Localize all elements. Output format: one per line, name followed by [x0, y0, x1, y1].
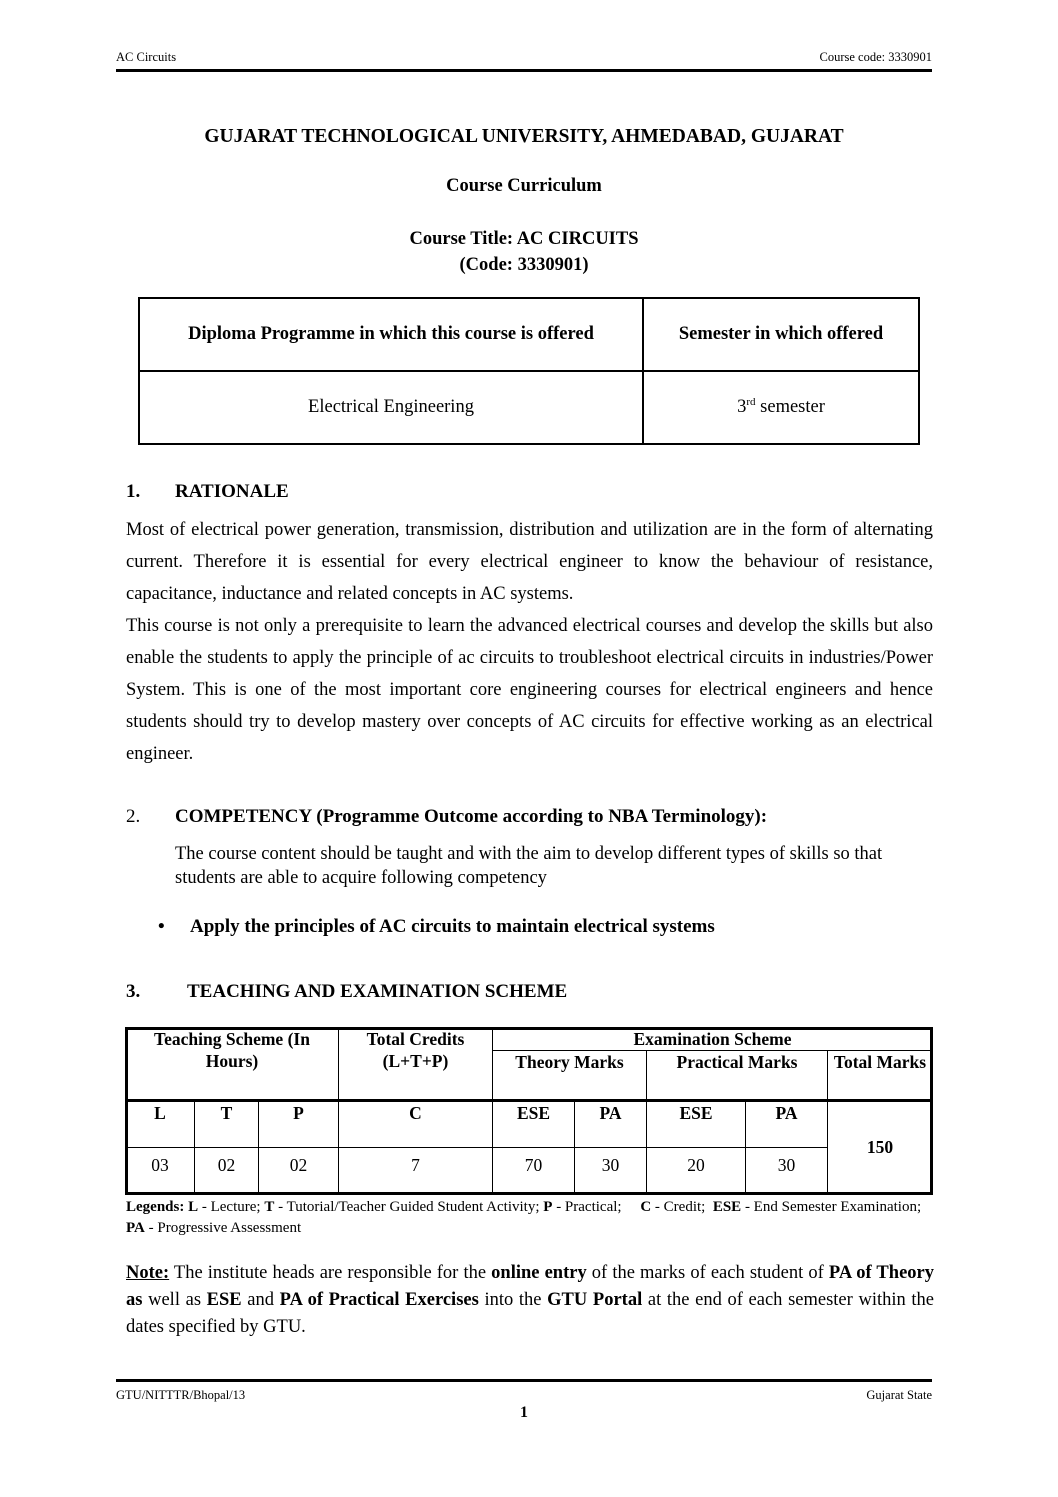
col-theory-pa: PA: [575, 1101, 647, 1148]
credits-header: Total Credits (L+T+P): [339, 1028, 493, 1101]
section-rationale-heading: 1. RATIONALE: [126, 481, 289, 502]
col-c: C: [339, 1101, 493, 1148]
legend: Legends: L - Lecture; T - Tutorial/Teacher Guided Student Activity; P - Practical; C - Credit; ESE - End Semester Examination; PA - Progressive Assessment: [126, 1199, 922, 1236]
rationale-paragraph-1: Most of electrical power generation, transmission, distribution and utilization are in the form of alternating current. Therefore it is essential for every electrical engineer to know the behaviour of resistance, capacitance, inductance and related concepts in AC systems.: [126, 520, 933, 604]
section-scheme-heading: 3. TEACHING AND EXAMINATION SCHEME: [126, 981, 568, 1002]
rationale-paragraph-2: This course is not only a prerequisite to learn the advanced electrical courses and develop the skills but also enable the students to apply the principle of ac circuits to troubleshoot electrical circuits in industries/Power System. This is one of the most important core engineering courses for electrical engineers and hence students should try to develop mastery over concepts of AC circuits for effective working as an electrical engineer.: [126, 616, 933, 764]
header-left: AC Circuits: [116, 50, 177, 64]
value-practical-pa: 30: [746, 1148, 828, 1193]
bullet-icon: •: [158, 916, 165, 937]
note-label: Note:: [126, 1263, 170, 1283]
semester-value: 3rd semester: [643, 371, 919, 444]
teaching-scheme-header: Teaching Scheme (In Hours): [126, 1028, 339, 1101]
footer-right: Gujarat State: [866, 1388, 932, 1402]
page-number: 1: [520, 1404, 528, 1421]
value-c: 7: [339, 1148, 493, 1193]
col-practical-pa: PA: [746, 1101, 828, 1148]
theory-marks-header: Theory Marks: [493, 1051, 647, 1101]
course-title: Course Title: AC CIRCUITS: [409, 229, 639, 249]
value-l: 03: [126, 1148, 195, 1193]
header-right: Course code: 3330901: [819, 50, 932, 64]
value-p: 02: [259, 1148, 339, 1193]
col-practical-ese: ESE: [647, 1101, 746, 1148]
curriculum-subtitle: Course Curriculum: [446, 176, 602, 196]
rationale-body: [126, 514, 933, 770]
total-marks-header: Total Marks: [828, 1051, 933, 1101]
practical-marks-header: Practical Marks: [647, 1051, 828, 1101]
footer-left: GTU/NITTTR/Bhopal/13: [116, 1388, 246, 1402]
programme-header: Diploma Programme in which this course is offered: [139, 298, 643, 371]
col-p: P: [259, 1101, 339, 1148]
programme-value: Electrical Engineering: [139, 371, 643, 444]
value-practical-ese: 20: [647, 1148, 746, 1193]
col-theory-ese: ESE: [493, 1101, 575, 1148]
exam-scheme-header: Examination Scheme: [493, 1028, 933, 1051]
course-code: (Code: 3330901): [459, 255, 589, 275]
value-theory-ese: 70: [493, 1148, 575, 1193]
programme-table: [138, 297, 920, 445]
total-marks-value: 150: [828, 1101, 933, 1193]
value-t: 02: [195, 1148, 259, 1193]
course-title-block: [116, 226, 932, 278]
competency-text: The course content should be taught and with the aim to develop different types of skills so that students are able to acquire following competency: [175, 844, 883, 888]
col-l: L: [126, 1101, 195, 1148]
scheme-table: [125, 1027, 933, 1193]
header-divider: [116, 69, 932, 72]
semester-header: Semester in which offered: [643, 298, 919, 371]
footer-divider: [116, 1379, 932, 1382]
note: Note: The institute heads are responsible for the online entry of the marks of each student of PA of Theory as well as ESE and PA of Practical Exercises into the GTU Portal at the end of each semester within the dates specified by GTU.: [126, 1263, 934, 1337]
university-title: GUJARAT TECHNOLOGICAL UNIVERSITY, AHMEDABAD, GUJARAT: [204, 126, 844, 147]
value-theory-pa: 30: [575, 1148, 647, 1193]
col-t: T: [195, 1101, 259, 1148]
section-competency-heading: 2. COMPETENCY (Programme Outcome according to NBA Terminology):: [126, 806, 768, 827]
competency-bullet: • Apply the principles of AC circuits to maintain electrical systems: [158, 916, 715, 937]
